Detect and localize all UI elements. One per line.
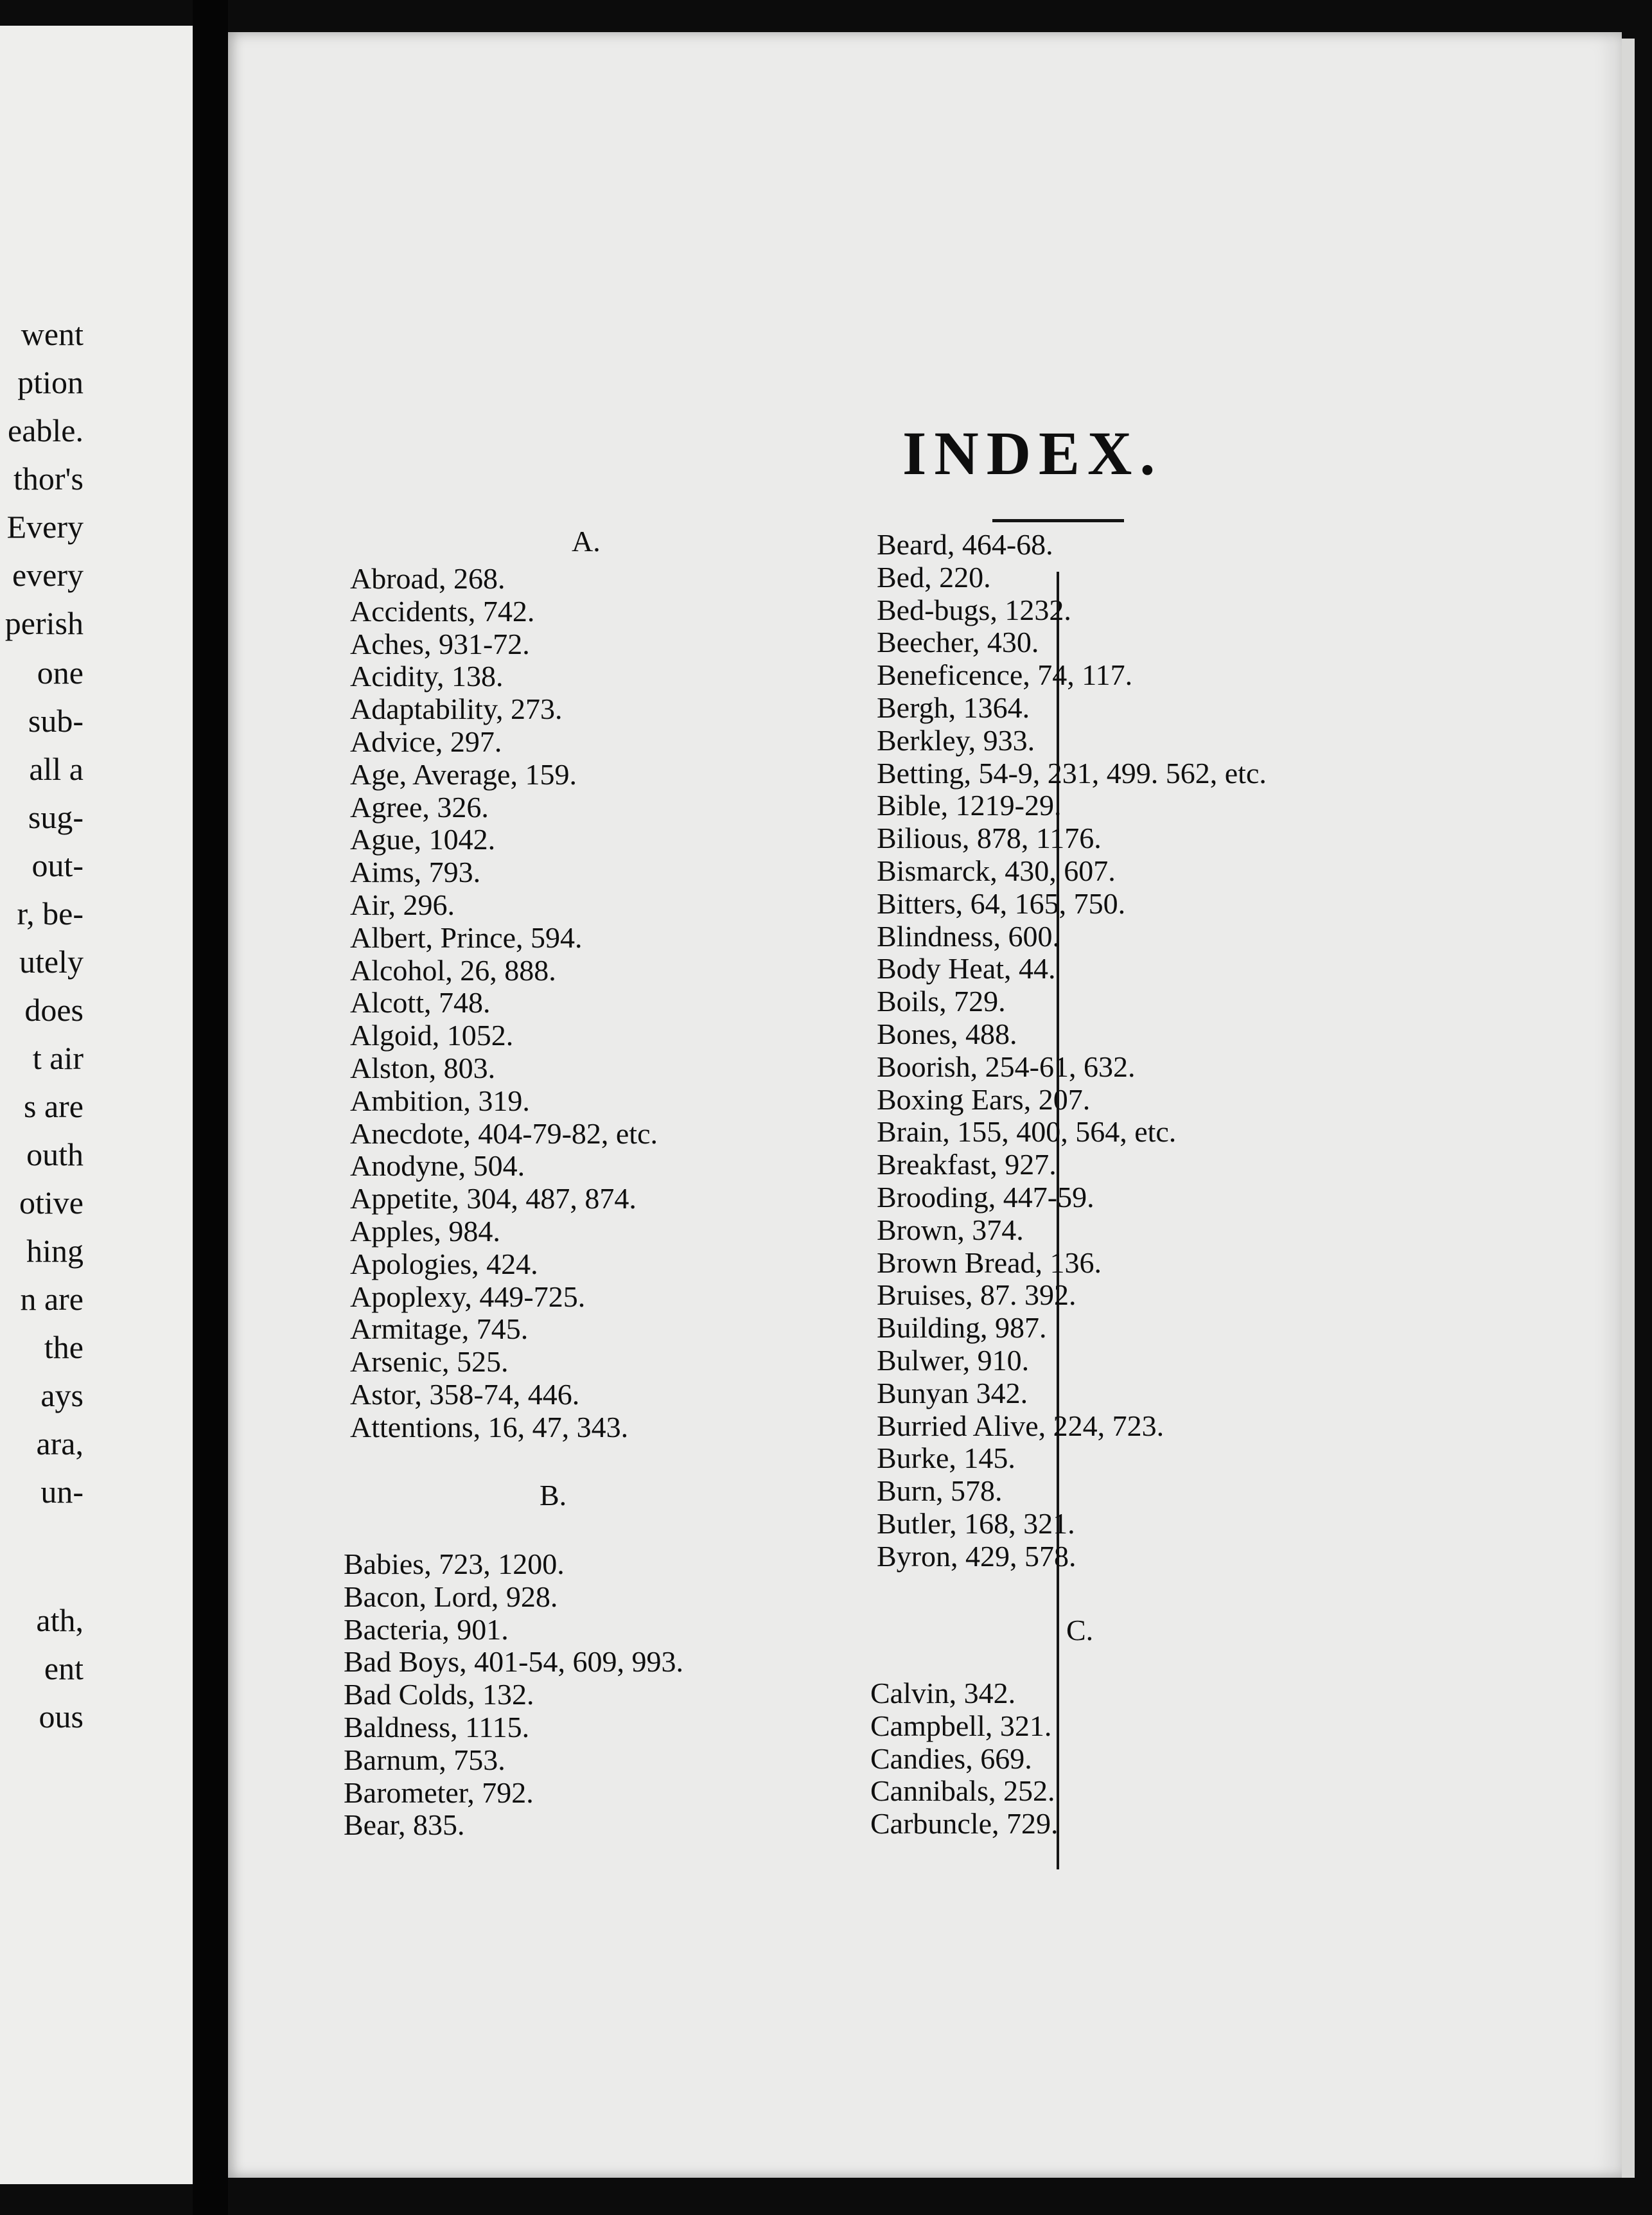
- index-entry: Boorish, 254-61, 632.: [877, 1050, 1136, 1083]
- facing-page-line: otive: [19, 1185, 83, 1221]
- index-entry: Apologies, 424.: [350, 1247, 538, 1280]
- facing-page-line: outh: [26, 1136, 83, 1172]
- facing-page-line: ous: [39, 1699, 83, 1734]
- index-entry: Byron, 429, 578.: [877, 1539, 1076, 1573]
- index-entry: Burke, 145.: [877, 1442, 1015, 1475]
- index-entry: Armitage, 745.: [350, 1312, 529, 1346]
- index-entry: Albert, Prince, 594.: [350, 921, 583, 954]
- index-entry: Bacon, Lord, 928.: [344, 1580, 558, 1613]
- index-entry: Appetite, 304, 487, 874.: [350, 1182, 637, 1215]
- facing-page-line: out-: [31, 847, 83, 883]
- index-entry: Astor, 358-74, 446.: [350, 1378, 580, 1411]
- index-entry: Building, 987.: [877, 1311, 1047, 1345]
- index-entry: Alcott, 748.: [350, 986, 491, 1019]
- facing-page-line: ara,: [36, 1425, 83, 1461]
- index-entry: Blindness, 600.: [877, 919, 1060, 953]
- index-entry: Body Heat, 44.: [877, 952, 1056, 985]
- index-entry: Apoplexy, 449-725.: [350, 1280, 586, 1313]
- index-entry: Calvin, 342.: [870, 1677, 1016, 1709]
- section-letter-b: B.: [540, 1479, 567, 1512]
- facing-page-line: every: [12, 557, 83, 593]
- facing-page-line: n are: [20, 1281, 83, 1317]
- facing-page-line: ption: [17, 364, 83, 400]
- title-rule: [992, 519, 1124, 522]
- facing-page-line: t air: [32, 1040, 83, 1076]
- index-entry: Burn, 578.: [877, 1474, 1003, 1508]
- facing-page-line: hing: [26, 1233, 83, 1269]
- index-entry: Berkley, 933.: [877, 723, 1035, 757]
- facing-page-line: perish: [4, 605, 83, 641]
- book-gutter: [193, 0, 228, 2215]
- facing-page-line: one: [37, 655, 83, 691]
- index-entry: Babies, 723, 1200.: [344, 1548, 565, 1580]
- index-entry: Ambition, 319.: [350, 1084, 530, 1117]
- index-entry: Age, Average, 159.: [350, 757, 577, 791]
- index-entry: Burried Alive, 224, 723.: [877, 1409, 1164, 1442]
- facing-page-line: ays: [40, 1377, 83, 1413]
- facing-page-line: utely: [19, 944, 83, 980]
- index-entry: Bear, 835.: [344, 1808, 465, 1842]
- index-entry: Bad Boys, 401-54, 609, 993.: [344, 1645, 683, 1679]
- index-entry: Aches, 931-72.: [350, 627, 530, 660]
- facing-page-line: the: [44, 1329, 83, 1365]
- index-entry: Abroad, 268.: [350, 562, 505, 595]
- index-page: [228, 32, 1622, 2178]
- index-entry: Alston, 803.: [350, 1052, 496, 1084]
- index-entry: Adaptability, 273.: [350, 693, 563, 726]
- index-entry: Bed-bugs, 1232.: [877, 593, 1071, 626]
- facing-page-line: s are: [24, 1088, 83, 1124]
- index-entry: Barnum, 753.: [344, 1743, 505, 1776]
- index-entry: Baldness, 1115.: [344, 1711, 530, 1743]
- index-entry: Air, 296.: [350, 888, 455, 921]
- index-entry: Bible, 1219-29.: [877, 789, 1062, 822]
- facing-page-line: eable.: [8, 412, 83, 448]
- index-entry: Campbell, 321.: [870, 1709, 1052, 1742]
- index-entry: Bed, 220.: [877, 560, 991, 594]
- index-entry: Carbuncle, 729.: [870, 1807, 1059, 1840]
- index-entry: Bruises, 87. 392.: [877, 1278, 1076, 1312]
- index-entry: Brown, 374.: [877, 1213, 1024, 1246]
- index-entry: Boils, 729.: [877, 985, 1006, 1018]
- index-entry: Bulwer, 910.: [877, 1344, 1030, 1377]
- facing-page-line: sug-: [28, 799, 83, 835]
- index-entry: Beecher, 430.: [877, 626, 1039, 659]
- facing-page-line: un-: [40, 1474, 83, 1510]
- facing-page-line: does: [24, 992, 83, 1028]
- index-entry: Beneficence, 74, 117.: [877, 658, 1133, 692]
- index-entry: Algoid, 1052.: [350, 1019, 514, 1052]
- index-entry: Aims, 793.: [350, 856, 481, 889]
- index-entry: Arsenic, 525.: [350, 1345, 509, 1379]
- index-entry: Bitters, 64, 165, 750.: [877, 887, 1126, 920]
- index-entry: Bones, 488.: [877, 1018, 1017, 1050]
- facing-page-line: ath,: [36, 1602, 83, 1638]
- index-entry: Acidity, 138.: [350, 660, 504, 693]
- index-entry: Bergh, 1364.: [877, 691, 1030, 724]
- index-entry: Brain, 155, 400, 564, etc.: [877, 1115, 1177, 1149]
- facing-page-line: r, be-: [17, 896, 83, 931]
- index-entry: Brown Bread, 136.: [877, 1246, 1102, 1279]
- index-entry: Anecdote, 404-79-82, etc.: [350, 1116, 658, 1150]
- page-title: INDEX.: [902, 419, 1163, 488]
- index-entry: Apples, 984.: [350, 1215, 500, 1248]
- facing-page-line: sub-: [28, 703, 83, 739]
- index-entry: Butler, 168, 321.: [877, 1507, 1075, 1540]
- index-entry: Brooding, 447-59.: [877, 1181, 1094, 1213]
- index-entry: Cannibals, 252.: [870, 1774, 1055, 1808]
- index-entry: Candies, 669.: [870, 1742, 1032, 1775]
- index-entry: Alcohol, 26, 888.: [350, 953, 556, 987]
- index-entry: Betting, 54-9, 231, 499. 562, etc.: [877, 756, 1267, 790]
- facing-page-left: [0, 26, 193, 2184]
- index-entry: Beard, 464-68.: [877, 528, 1053, 561]
- facing-page-line: went: [21, 316, 83, 352]
- index-entry: Bilious, 878, 1176.: [877, 822, 1102, 855]
- index-entry: Attentions, 16, 47, 343.: [350, 1410, 629, 1443]
- page-edge: [1622, 39, 1635, 2178]
- facing-page-line: thor's: [13, 461, 83, 497]
- index-entry: Barometer, 792.: [344, 1776, 534, 1809]
- index-entry: Agree, 326.: [350, 790, 489, 824]
- index-entry: Bacteria, 901.: [344, 1612, 509, 1646]
- index-entry: Bad Colds, 132.: [344, 1678, 534, 1711]
- index-entry: Boxing Ears, 207.: [877, 1082, 1091, 1116]
- facing-page-line: ent: [44, 1650, 83, 1686]
- index-entry: Anodyne, 504.: [350, 1149, 525, 1183]
- index-entry: Bunyan 342.: [877, 1376, 1028, 1409]
- section-letter-a: A.: [572, 525, 601, 558]
- index-entry: Ague, 1042.: [350, 823, 496, 856]
- facing-page-line: all a: [29, 751, 83, 787]
- index-entry: Breakfast, 927.: [877, 1148, 1057, 1181]
- index-entry: Advice, 297.: [350, 725, 502, 758]
- index-entry: Accidents, 742.: [350, 594, 535, 628]
- index-entry: Bismarck, 430, 607.: [877, 854, 1116, 887]
- facing-page-line: Every: [6, 509, 83, 545]
- section-letter-c: C.: [1066, 1614, 1094, 1646]
